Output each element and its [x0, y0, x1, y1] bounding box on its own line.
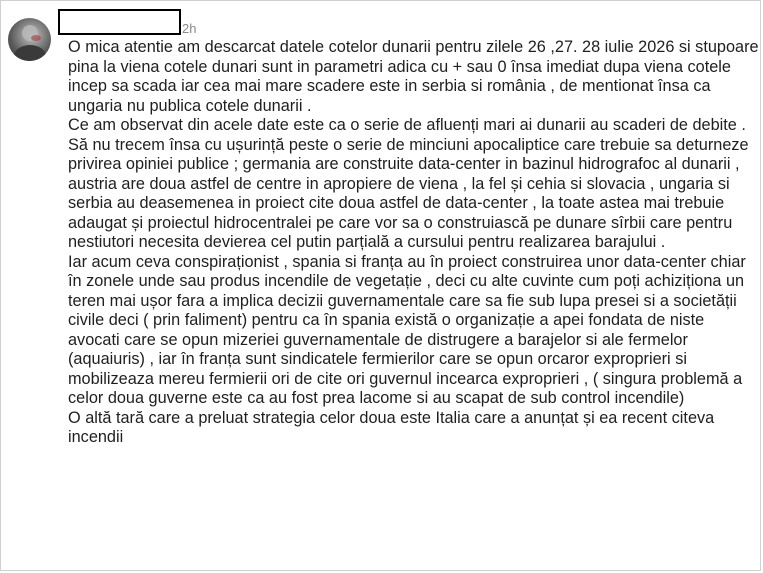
avatar[interactable] [8, 18, 51, 61]
comment-paragraph: O altă tară care a preluat strategia celor doua este Italia care a anunțat și ea recent citeva incendii [68, 408, 715, 446]
comment-paragraph: O mica atentie am descarcat datele cotelor dunarii pentru zilele 26 ,27. 28 iulie 2026 si stupoare pina la viena cotele dunari sunt in parametri adica cu + sau 0 însa imediat dupa viena cotele incep sa scada iar cea mai mare scadere este in serbia si românia , de mentionat însa ca ungaria nu publica cotele dunarii . [68, 38, 759, 115]
comment-paragraph: Ce am observat din acele date este ca o serie de afluenți mari ai dunarii au scaderi de debite . [68, 116, 746, 134]
comment-timestamp: 2h [182, 21, 197, 36]
comment-body [68, 38, 760, 448]
comment-paragraph: Iar acum ceva conspiraționist , spania si franța au în proiect construirea unor data-center chiar în zonele unde sau produs incendile de vegetație , deci cu alte cuvinte cum poți achiziționa un teren mai ușor fara a implica decizii guvernamentale care sa fie sub lupa presei si a societății civile deci ( prin faliment) pentru ca în spania există o organizație a apei fondata de niste avocati care se opun mizeriei guvernamentale de distrugere a barajelor si ale fermelor (aquaiuris) , iar în franța sunt sindicatele fermierilor care se opun orcaror exproprieri si mobilizeaza mereu fermierii ori de cite ori guvernul incearca exproprieri , ( singura problemă a celor doua guverne este ca au fost prea lacome si au scapat de sub control incendile) [68, 252, 746, 407]
comment-paragraph: Să nu trecem însa cu ușurință peste o serie de minciuni apocaliptice care trebuie sa deturneze privirea opiniei publice ; germania are construite data-center in bazinul hidrografoc al dunarii , austria are doua astfel de centre in apropiere de viena , la fel și cehia si slovacia , ungaria si serbia au deasemenea in proiect cite doua astfel de data-center , la toate astea mai trebuie adaugat și proiectul hidrocentralei pe care vor sa o construiască pe dunare sîrbii care pentru nestiutori necesita devierea cel putin parțială a cursului pentru realizarea barajului . [68, 135, 749, 251]
redacted-username [58, 9, 181, 35]
avatar-photo-icon [8, 18, 51, 61]
